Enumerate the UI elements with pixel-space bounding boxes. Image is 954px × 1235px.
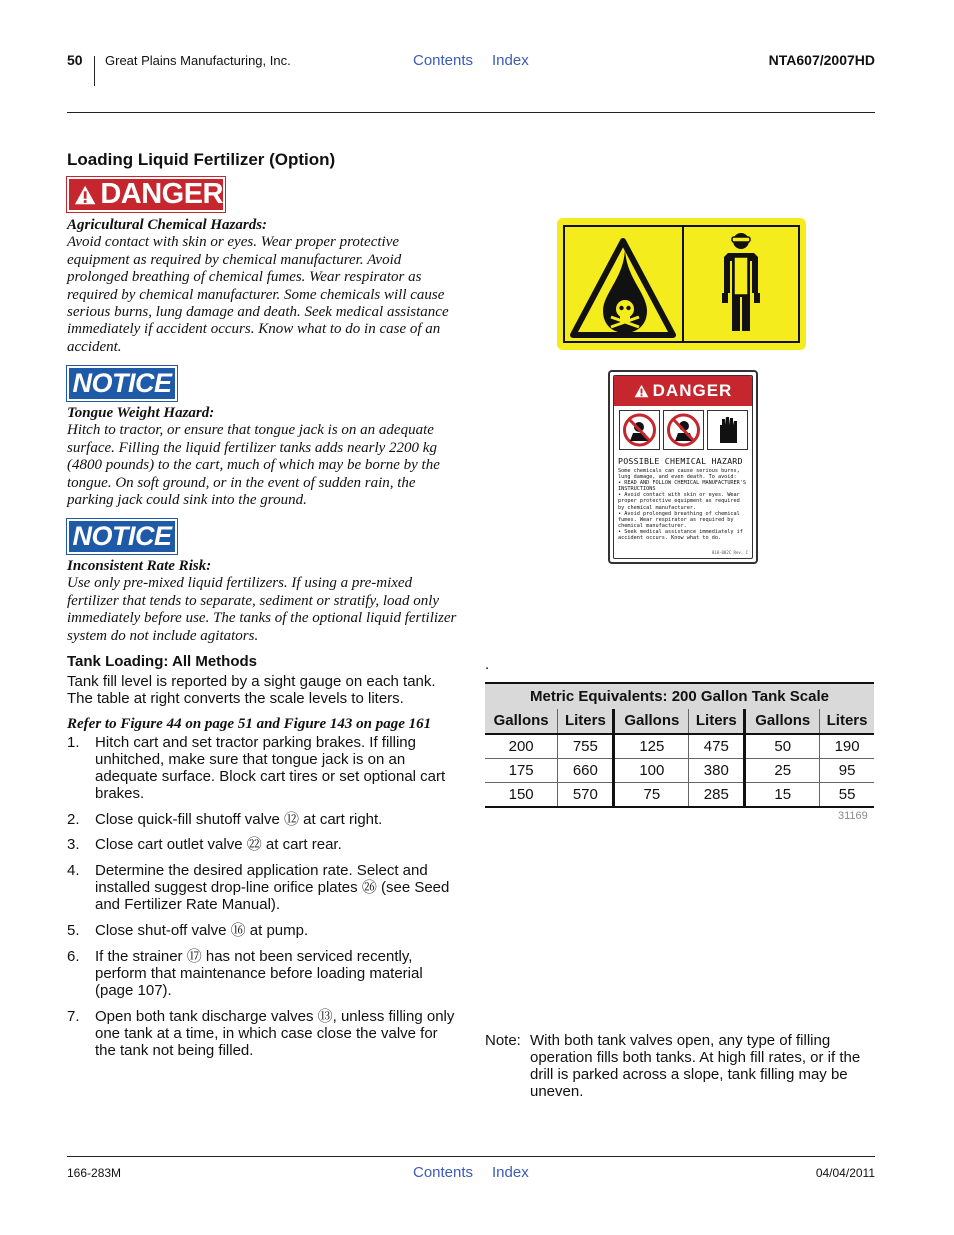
footer-index-link[interactable]: Index: [492, 1164, 529, 1181]
header-contents-link[interactable]: Contents: [413, 52, 474, 69]
table-caption: Metric Equivalents: 200 Gallon Tank Scale: [485, 683, 874, 709]
protective-gear-person-icon: [684, 227, 801, 341]
figure-code: 31169: [838, 810, 868, 822]
document-date: 04/04/2011: [815, 1166, 875, 1180]
decal-danger-header: [614, 376, 752, 406]
protective-equipment-panel: [682, 227, 801, 341]
column-header: Gallons: [745, 709, 820, 734]
column-header: Liters: [820, 709, 874, 734]
header-index-link[interactable]: Index: [492, 52, 529, 69]
tank-loading-title: Tank Loading: All Methods: [67, 653, 257, 670]
company-name: Great Plains Manufacturing, Inc.: [105, 53, 291, 68]
loading-steps: [67, 734, 459, 1059]
danger-text: Avoid contact with skin or eyes. Wear proper protective equipment as required by chemical manufacturer. Avoid prolonged breathing of chemical fumes. Wear respirator as required by chemical manufacturer. Some chemicals will cause serious burns, lung damage and death. Seek medical assistance immediately if accident occurs. Know what to do in case of an accident.: [67, 234, 449, 355]
decal-hazard-body: Some chemicals can cause serious burns, lung damage, and even death. To avoid: • READ AND FOLLOW CHEMICAL MANUFACTURER'S INSTRUCTIONS • Avoid contact with skin or eyes. Wear proper protective equipment as required by chemical manufacturer. • Avoid prolonged breathing of chemical fumes. Wear respirator as required by chemical manufacturer. • Seek medical assistance immediately if accident occurs. Know what to do.: [618, 468, 747, 542]
decal-icon-row: [614, 406, 752, 454]
table-row: 200 755 125 475 50 190: [485, 734, 874, 759]
danger-message: [67, 217, 459, 356]
danger-heading: Agricultural Chemical Hazards:: [67, 217, 268, 233]
notice-message-2: [67, 558, 459, 645]
danger-banner: [67, 177, 225, 212]
decal-part-code: 818-002C Rev. C: [711, 550, 748, 555]
header-rule: [67, 112, 875, 113]
page-number: 50: [67, 52, 83, 68]
notice-message-1: [67, 405, 459, 509]
warning-triangle-icon: [634, 384, 649, 398]
step-item: 1. Hitch cart and set tractor parking brakes. If filling unhitched, make sure that tongue jack is on an adequate surface. Block cart tires or set optional cart brakes.: [67, 734, 446, 802]
footer-contents-link[interactable]: Contents: [413, 1164, 474, 1181]
table-row: 175 660 100 380 25 95: [485, 758, 874, 783]
step-item: 6. If the strainer ⑰ has not been serviced recently, perform that maintenance before loading material (page 107).: [67, 948, 423, 999]
notice-heading-1: Tongue Weight Hazard:: [67, 405, 215, 421]
table-row: 150 570 75 285 15 55: [485, 783, 874, 808]
section-title: Loading Liquid Fertilizer (Option): [67, 150, 336, 169]
model-number: NTA607/2007HD: [768, 52, 875, 68]
no-inhale-icon: [619, 410, 660, 450]
poison-hazard-panel: [565, 227, 682, 341]
warning-triangle-icon: [74, 184, 96, 206]
step-item: 7. Open both tank discharge valves ⑬, unless filling only one tank at a time, in which case close the valve for the tank not being filled.: [67, 1008, 455, 1059]
step-item: 4. Determine the desired application rate. Select and installed suggest drop-line orifice plates ㉖ (see Seed and Fertilizer Rate Manual).: [67, 862, 450, 913]
danger-label: DANGER: [100, 178, 223, 210]
chemical-hazard-decal: [557, 218, 806, 350]
no-contact-icon: [663, 410, 704, 450]
poison-drop-triangle-icon: [565, 227, 682, 341]
notice-banner-1: NOTICE: [67, 366, 177, 401]
figure-reference: Refer to Figure 44 on page 51 and Figure 143 on page 161: [67, 716, 432, 732]
step-item: 5. Close shut-off valve ⑯ at pump.: [67, 922, 309, 939]
table-header-row: [485, 709, 874, 734]
column-header: Gallons: [485, 709, 558, 734]
stray-period: .: [485, 656, 490, 673]
step-item: 3. Close cart outlet valve ㉒ at cart rear.: [67, 836, 342, 853]
glove-hand-icon: [707, 410, 748, 450]
metric-equivalents-table: [485, 682, 874, 808]
notice-heading-2: Inconsistent Rate Risk:: [67, 558, 212, 574]
column-header: Liters: [689, 709, 745, 734]
notice-text-1: Hitch to tractor, or ensure that tongue jack is on an adequate surface. Filling the liquid fertilizer tanks adds nearly 2200 kg (4800 pounds) to the cart, much of which may be borne by the tongue. On soft ground, or in the event of sudden rain, the parking jack could sink into the ground.: [67, 422, 440, 509]
note: [485, 1032, 877, 1100]
danger-chemical-decal: [608, 370, 758, 564]
decal-danger-label: DANGER: [652, 381, 733, 400]
tank-loading-intro: Tank fill level is reported by a sight gauge on each tank. The table at right converts the scale levels to liters.: [67, 673, 436, 707]
decal-hazard-title: POSSIBLE CHEMICAL HAZARD: [618, 456, 743, 466]
column-header: Gallons: [614, 709, 689, 734]
note-label: Note:: [485, 1032, 521, 1049]
note-text: With both tank valves open, any type of filling operation fills both tanks. At high fill rates, or if the drill is parked across a slope, tank filling may be uneven.: [530, 1032, 861, 1100]
footer-rule: [67, 1156, 875, 1157]
step-item: 2. Close quick-fill shutoff valve ⑫ at cart right.: [67, 811, 383, 828]
notice-text-2: Use only pre-mixed liquid fertilizers. If using a pre-mixed fertilizer that tends to separate, sediment or stratify, load only immediately before use. The tanks of the optional liquid fertilizer system do not include agitators.: [67, 575, 457, 644]
header-divider: [94, 56, 95, 86]
notice-banner-2: NOTICE: [67, 519, 177, 554]
column-header: Liters: [558, 709, 614, 734]
document-code: 166-283M: [67, 1166, 122, 1180]
